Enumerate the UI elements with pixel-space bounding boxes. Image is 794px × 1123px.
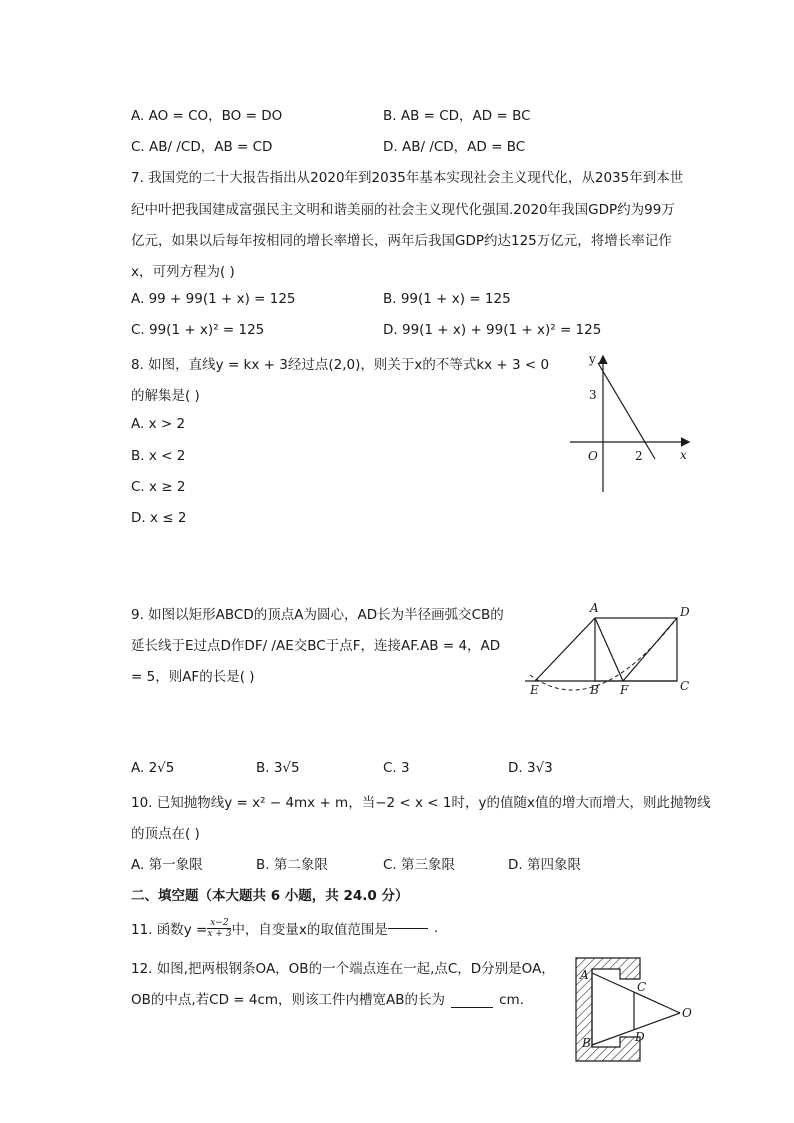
q7-stem-line3: 亿元，如果以后每年按相同的增长率增长，两年后我国GDP约达125万亿元，将增长率记作 (131, 233, 672, 249)
q11-prefix: 11. 函数y = (131, 922, 208, 938)
q9-stem-line1: 9. 如图以矩形ABCD的顶点A为圆心，AD长为半径画弧交CB的 (131, 607, 504, 623)
q7-stem-line1: 7. 我国党的二十大报告指出从2020年到2035年基本实现社会主义现代化，从2035年到本世 (131, 170, 684, 186)
q12-unit: cm. (499, 992, 524, 1008)
rectangle-abcd (595, 618, 677, 681)
segment-ae (535, 618, 595, 681)
q10-stem-line1: 10. 已知抛物线y = x² − 4mx + m，当−2 < x < 1时，y的值随x值的增大而增大，则此抛物线 (131, 795, 711, 811)
q11-stem (131, 914, 438, 942)
q10-option-d: D. 第四象限 (508, 857, 581, 873)
q12-stem-line1: 12. 如图,把两根钢条OA，OB的一个端点连在一起,点C，D分别是OA， (131, 961, 555, 977)
q6-option-b: B. AB = CD，AD = BC (383, 108, 531, 124)
point-b-label: B (582, 1036, 591, 1050)
point-c-label: C (637, 980, 647, 994)
point-o-label: O (682, 1006, 692, 1020)
q9-option-c: C. 3 (383, 760, 410, 776)
q12-workpiece-figure (572, 955, 697, 1067)
origin-label: O (588, 449, 598, 463)
q12-stem-line2-text: OB的中点,若CD = 4cm，则该工件内槽宽AB的长为 (131, 992, 446, 1008)
q6-option-d: D. AB/ /CD，AD = BC (383, 139, 526, 155)
q7-option-b: B. 99(1 + x) = 125 (383, 291, 511, 307)
q8-option-b: B. x < 2 (131, 448, 186, 464)
point-a-label: A (590, 601, 599, 615)
q10-option-a: A. 第一象限 (131, 857, 203, 873)
graph-line (598, 363, 655, 459)
arc-de (530, 618, 677, 690)
q11-frac-numerator: x−2 (207, 918, 231, 929)
q10-option-b: B. 第二象限 (256, 857, 328, 873)
q8-stem-line1: 8. 如图，直线y = kx + 3经过点(2,0)，则关于x的不等式kx + 3 < 0 (131, 357, 550, 373)
q9-stem-line3: = 5，则AF的长是( ) (131, 669, 255, 685)
point-b-label: B (590, 683, 599, 697)
q9-option-a: A. 2√5 (131, 760, 175, 776)
q12-stem-line2 (131, 988, 524, 1008)
q8-option-a: A. x > 2 (131, 416, 186, 432)
q11-suffix: 中，自变量x的取值范围是 (231, 922, 388, 938)
q10-stem-line2: 的顶点在( ) (131, 826, 200, 842)
section-title-fill-in: 二、填空题（本大题共 6 小题，共 24.0 分） (131, 888, 409, 904)
segment-af (595, 618, 623, 681)
point-e-label: E (530, 683, 539, 697)
q9-stem-line2: 延长线于E过点D作DF/ /AE交BC于点F，连接AF.AB = 4，AD (131, 638, 501, 654)
q8-option-d: D. x ≤ 2 (131, 510, 187, 526)
q8-option-c: C. x ≥ 2 (131, 479, 186, 495)
x-axis-label: x (680, 448, 687, 462)
x-intercept-label: 2 (635, 449, 643, 463)
q12-answer-blank[interactable] (451, 1007, 493, 1008)
q6-option-a: A. AO = CO，BO = DO (131, 108, 283, 124)
point-c-label: C (680, 679, 690, 693)
q7-option-a: A. 99 + 99(1 + x) = 125 (131, 291, 296, 307)
q7-stem-line2: 纪中叶把我国建成富强民主文明和谐美丽的社会主义现代化强国.2020年我国GDP约为99万 (131, 202, 675, 218)
q9-rectangle-arc-figure (520, 598, 700, 708)
y-intercept-label: 3 (589, 388, 597, 402)
q8-line-graph-figure (560, 345, 705, 500)
q9-option-d: D. 3√3 (508, 760, 553, 776)
q8-stem-line2: 的解集是( ) (131, 388, 200, 404)
y-axis-label: y (589, 352, 596, 366)
q10-option-c: C. 第三象限 (383, 857, 456, 873)
point-a-label: A (580, 968, 589, 982)
q7-option-c: C. 99(1 + x)² = 125 (131, 322, 265, 338)
q6-option-c: C. AB/ /CD，AB = CD (131, 139, 273, 155)
q7-option-d: D. 99(1 + x) + 99(1 + x)² = 125 (383, 322, 602, 338)
q11-fraction (207, 918, 231, 939)
point-d-label: D (635, 1030, 645, 1044)
q11-frac-denominator: x + 3 (207, 928, 232, 939)
q11-end: . (433, 920, 439, 936)
q11-answer-blank[interactable] (388, 928, 428, 929)
point-f-label: F (620, 683, 629, 697)
q7-stem-line4: x，可列方程为( ) (131, 264, 235, 280)
q9-option-b: B. 3√5 (256, 760, 300, 776)
point-d-label: D (680, 605, 690, 619)
